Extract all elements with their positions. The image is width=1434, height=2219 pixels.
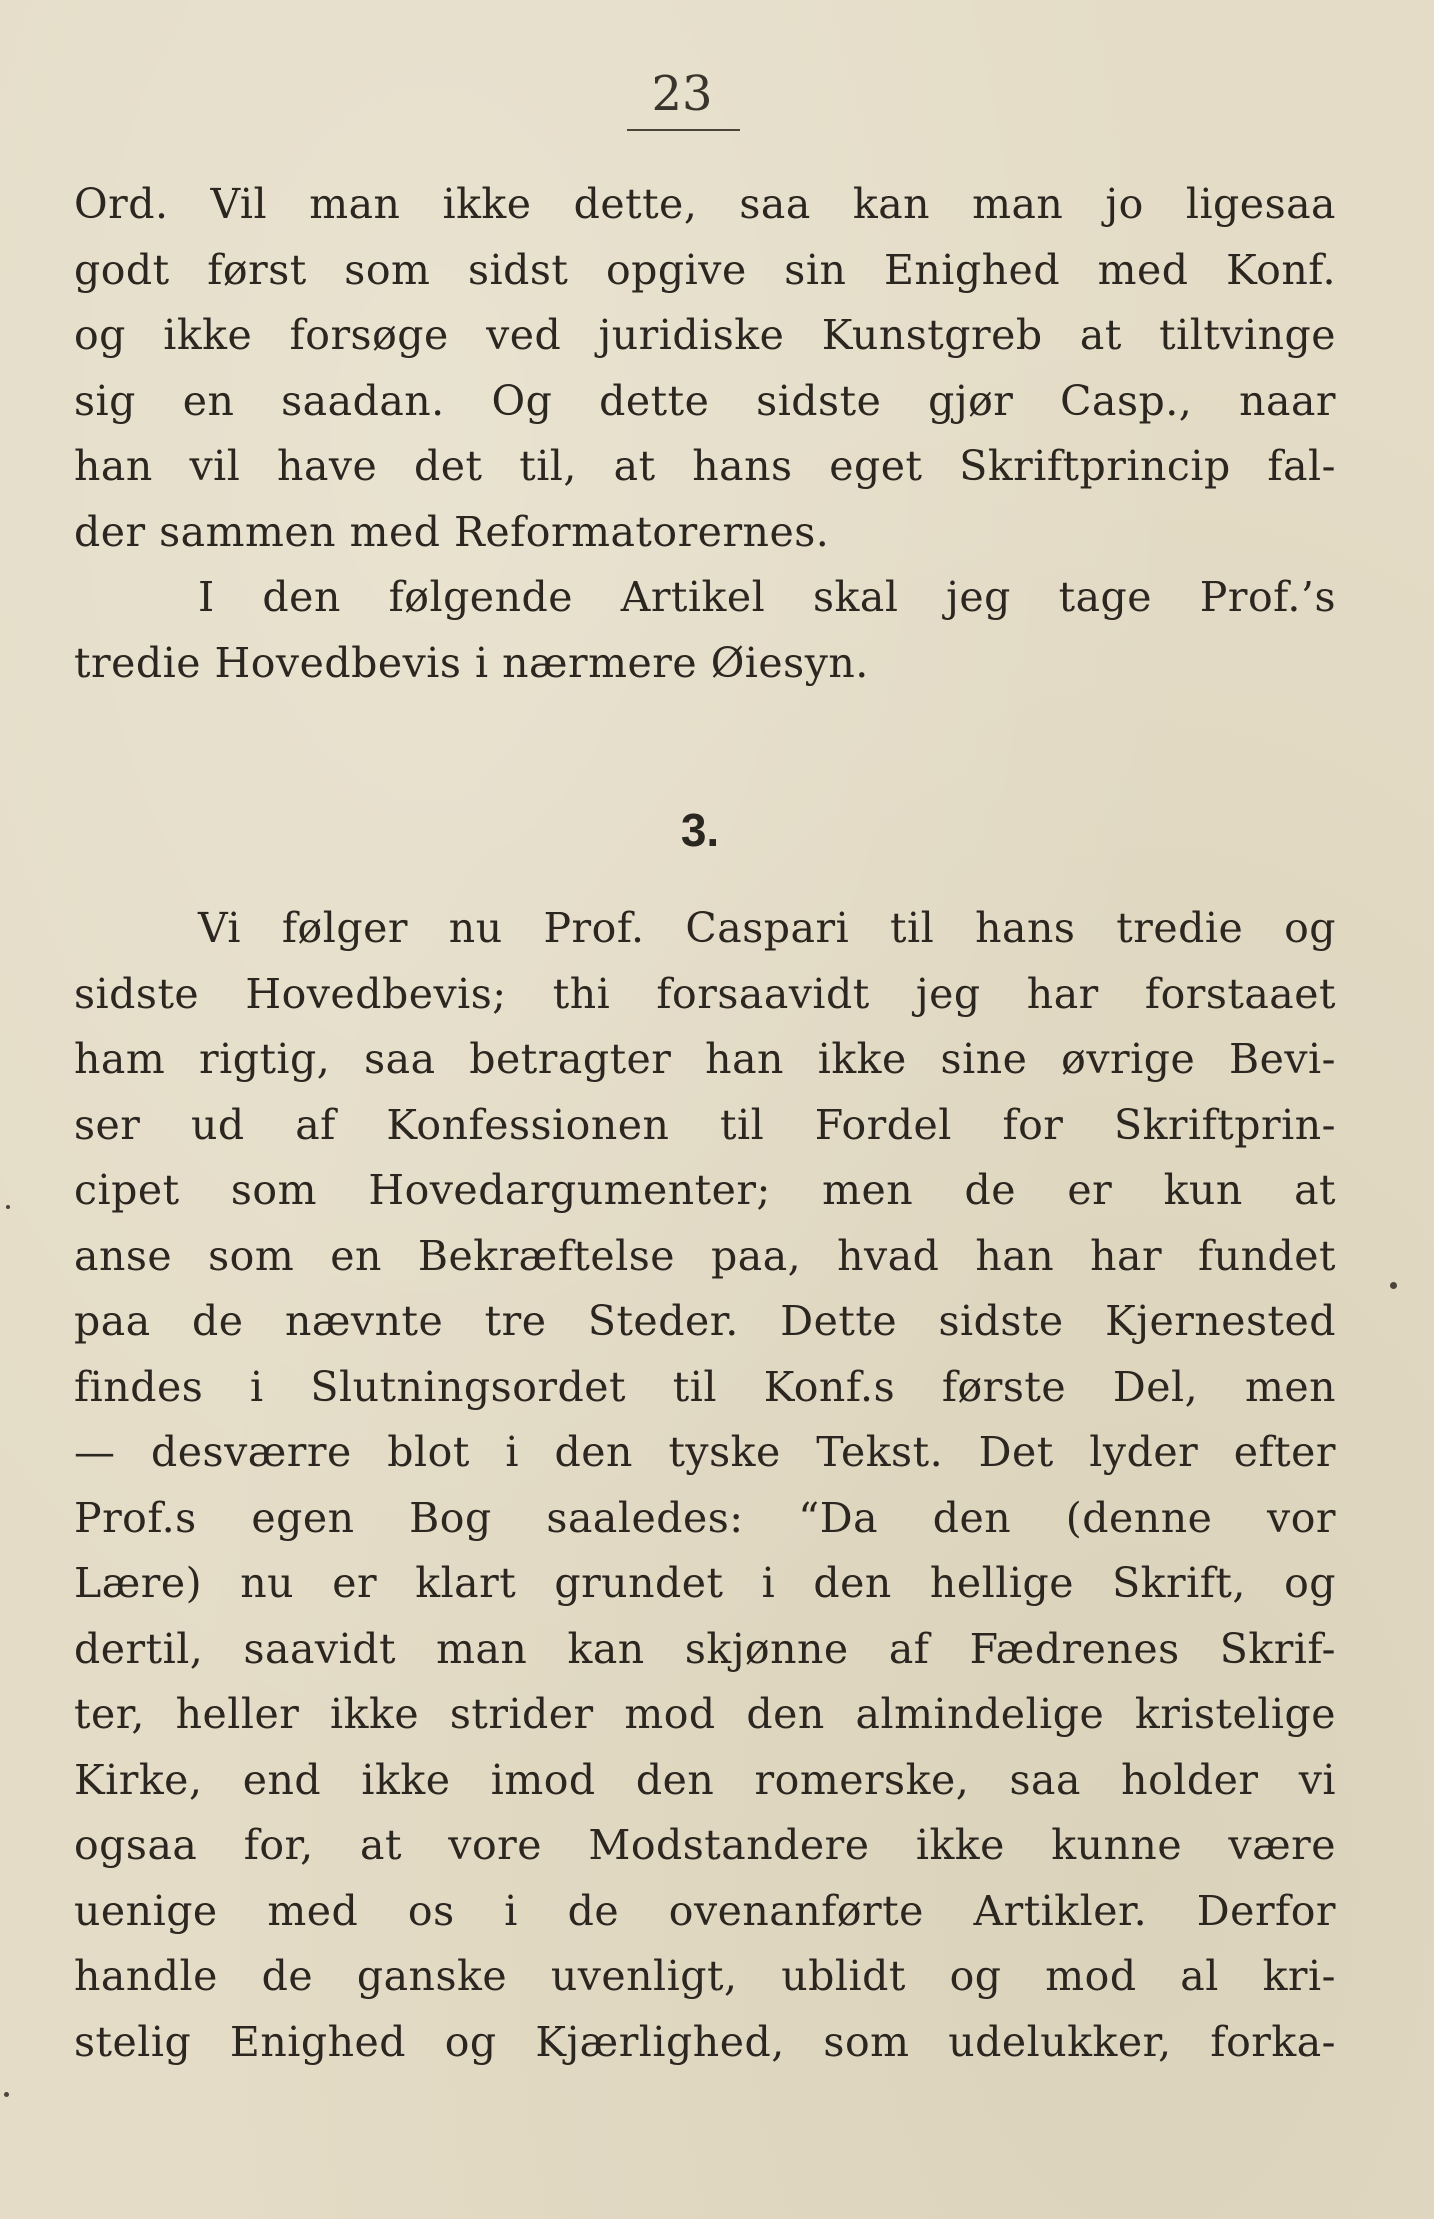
text-line: Lære) nu er klart grundet i den hellige Skrift, og (74, 1559, 1336, 1607)
text-line: han vil have det til, at hans eget Skriftprincip fal- (74, 442, 1336, 490)
text-line: der sammen med Reformatorernes. (74, 507, 830, 556)
text-line: — desværre blot i den tyske Tekst. Det lyder efter (74, 1428, 1336, 1476)
text-line: ser ud af Konfessionen til Fordel for Skriftprin- (74, 1100, 1336, 1149)
text-line: paa de nævnte tre Steder. Dette sidste Kjernested (74, 1297, 1336, 1345)
text-line: godt først som sidst opgive sin Enighed med Konf. (74, 245, 1336, 294)
text-line: Ord. Vil man ikke dette, saa kan man jo ligesaa (74, 180, 1336, 228)
text-line: handle de ganske uvenligt, ublidt og mod al kri- (74, 1952, 1336, 2000)
text-line: ham rigtig, saa betragter han ikke sine øvrige Bevi- (74, 1035, 1336, 1083)
paragraph-block-top (74, 172, 1336, 696)
page-number: 23 (651, 66, 713, 122)
text-line: dertil, saavidt man kan skjønne af Fædrenes Skrif- (74, 1624, 1336, 1673)
text-line: stelig Enighed og Kjærlighed, som udelukker, forka- (74, 2017, 1336, 2066)
page-number-rule (627, 129, 740, 131)
text-line: ogsaa for, at vore Modstandere ikke kunne være (74, 1821, 1336, 1869)
text-line: tredie Hovedbevis i nærmere Øiesyn. (74, 638, 869, 687)
text-line: I den følgende Artikel skal jeg tage Prof.’s (198, 573, 1336, 621)
text-line: findes i Slutningsordet til Konf.s første Del, men (74, 1362, 1336, 1411)
text-line: sig en saadan. Og dette sidste gjør Casp., naar (74, 376, 1336, 425)
text-line: Kirke, end ikke imod den romerske, saa holder vi (74, 1755, 1336, 1804)
text-line: Prof.s egen Bog saaledes: “Da den (denne vor (74, 1493, 1336, 1542)
paper-speck (4, 2092, 9, 2097)
paragraph-block-bottom (74, 896, 1336, 2075)
text-line: uenige med os i de ovenanførte Artikler. Derfor (74, 1886, 1336, 1935)
section-number: 3. (680, 804, 720, 856)
text-line: anse som en Bekræftelse paa, hvad han har fundet (74, 1231, 1336, 1280)
text-line: ter, heller ikke strider mod den almindelige kristelige (74, 1690, 1336, 1738)
paper-speck (6, 1205, 10, 1209)
text-line: sidste Hovedbevis; thi forsaavidt jeg har forstaaet (74, 969, 1336, 1018)
text-line: cipet som Hovedargumenter; men de er kun at (74, 1166, 1336, 1214)
text-line: og ikke forsøge ved juridiske Kunstgreb at tiltvinge (74, 311, 1336, 359)
text-line: Vi følger nu Prof. Caspari til hans tredie og (198, 904, 1336, 952)
paper-speck (1390, 1282, 1397, 1289)
